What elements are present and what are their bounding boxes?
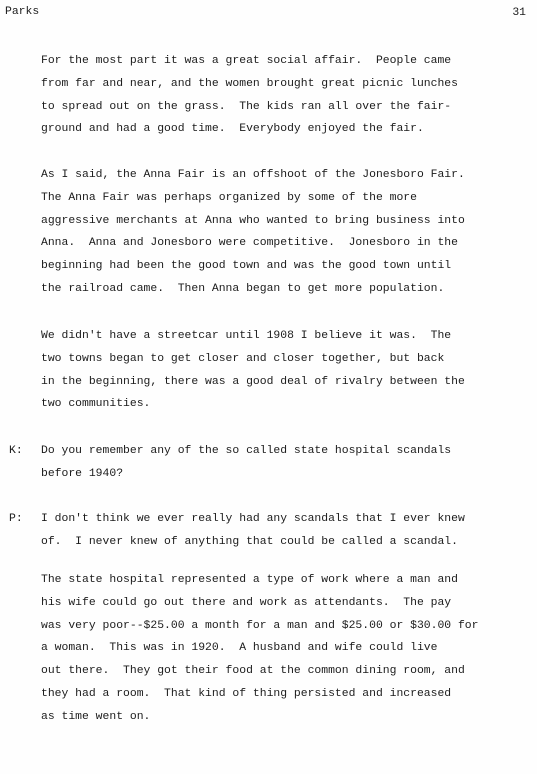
text-line: to spread out on the grass. The kids ran all over the fair- [41,100,452,113]
paragraph-question [41,440,521,486]
text-line: Do you remember any of the so called state hospital scandals [41,445,452,457]
page-number: 31 [512,7,526,19]
speaker-label: P: [9,513,23,525]
text-line: his wife could go out there and work as attendants. The pay [41,596,452,609]
text-line: The state hospital represented a type of work where a man and [41,574,458,586]
text-line: from far and near, and the women brought great picnic lunches [41,77,458,90]
paragraph-answer [41,508,521,554]
text-line: before 1940? [41,467,124,480]
text-line: The Anna Fair was perhaps organized by some of the more [41,191,417,204]
text-line: Anna. Anna and Jonesboro were competitive. Jonesboro in the [41,237,458,250]
text-line: We didn't have a streetcar until 1908 I believe it was. The [41,330,452,342]
text-line: out there. They got their food at the common dining room, and [41,665,465,678]
paragraph-streetcar [41,325,521,416]
text-line: in the beginning, there was a good deal of rivalry between the [41,375,465,388]
text-line: the railroad came. Then Anna began to get more population. [41,282,445,295]
text-line: a woman. This was in 1920. A husband and wife could live [41,642,438,655]
text-line: two communities. [41,398,151,411]
paragraph-fair-social [41,50,521,141]
text-line: of. I never knew of anything that could be called a scandal. [41,535,458,548]
text-line: was very poor--$25.00 a month for a man and $25.00 or $30.00 for [41,619,479,632]
text-line: As I said, the Anna Fair is an offshoot of the Jonesboro Fair. [41,169,465,181]
text-line: as time went on. [41,710,151,723]
speaker-label: K: [9,445,23,457]
paragraph-anna-fair [41,164,521,301]
paragraph-state-hospital [41,569,521,729]
text-line: For the most part it was a great social affair. People came [41,55,452,67]
header-name: Parks [5,6,40,18]
text-line: aggressive merchants at Anna who wanted to bring business into [41,214,465,227]
text-line: they had a room. That kind of thing persisted and increased [41,687,452,700]
text-line: two towns began to get closer and closer together, but back [41,352,445,365]
text-line: I don't think we ever really had any scandals that I ever knew [41,513,465,525]
text-line: ground and had a good time. Everybody enjoyed the fair. [41,123,424,136]
text-line: beginning had been the good town and was the good town until [41,260,452,273]
